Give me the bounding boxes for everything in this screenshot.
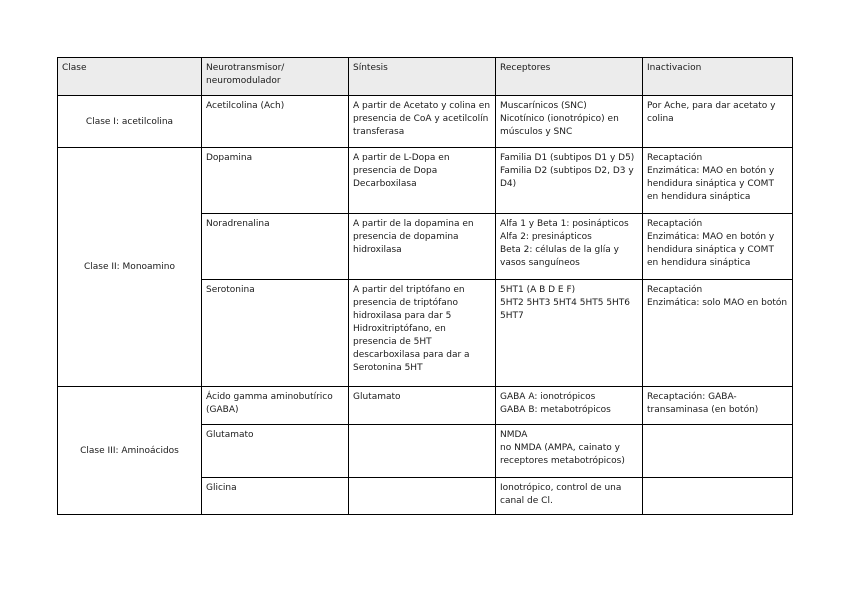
receptores-cell [496,478,643,515]
sintesis-cell: A partir de L-Dopa en presencia de Dopa Decarboxilasa [349,148,496,214]
sintesis-cell: Glutamato [349,387,496,425]
class-cell-1: Clase I: acetilcolina [58,96,202,148]
inactivacion-line: Recaptación [647,153,703,163]
inactivacion-line: Recaptación [647,219,703,229]
header-sintesis: Síntesis [349,58,496,96]
receptor-line: Alfa 2: presinápticos [500,232,592,242]
receptores-cell [496,425,643,478]
inactivacion-cell [643,425,793,478]
inactivacion-line: Recaptación [647,285,703,295]
table-row-gaba [58,387,793,425]
sintesis-cell: A partir de Acetato y colina en presencia de CoA y acetilcolín transferasa [349,96,496,148]
inactivacion-cell: Recaptación: GABA-transaminasa (en botón) [643,387,793,425]
inactivacion-cell [643,280,793,387]
receptor-line: Muscarínicos (SNC) [500,101,587,111]
receptores-cell [496,387,643,425]
sintesis-cell: A partir del triptófano en presencia de triptófano hidroxilasa para dar 5 Hidroxitriptófano, en presencia de 5HT descarboxilasa para dar a Serotonina 5HT [349,280,496,387]
header-clase: Clase [58,58,202,96]
inactivacion-line: Enzimática: MAO en botón y hendidura sináptica y COMT en hendidura sináptica [647,166,775,202]
class-cell-2: Clase II: Monoamino [58,148,202,387]
sintesis-cell [349,478,496,515]
receptor-line: no NMDA (AMPA, cainato y receptores metabotrópicos) [500,443,625,466]
sintesis-cell: A partir de la dopamina en presencia de dopamina hidroxilasa [349,214,496,280]
inactivacion-line: Enzimática: MAO en botón y hendidura sináptica y COMT en hendidura sináptica [647,232,775,268]
receptores-cell [496,148,643,214]
class-cell-3: Clase III: Aminoácidos [58,387,202,515]
receptores-cell [496,280,643,387]
receptor-line: GABA A: ionotrópicos [500,392,596,402]
inactivacion-cell [643,478,793,515]
neuro-cell: Dopamina [202,148,349,214]
neuro-cell: Noradrenalina [202,214,349,280]
header-receptores: Receptores [496,58,643,96]
sintesis-cell [349,425,496,478]
neuro-cell: Serotonina [202,280,349,387]
receptor-line: Beta 2: células de la glía y vasos sanguíneos [500,245,619,268]
receptor-line: Alfa 1 y Beta 1: posinápticos [500,219,629,229]
inactivacion-cell: Por Ache, para dar acetato y colina [643,96,793,148]
receptor-line: Ionotrópico, control de una canal de Cl. [500,483,622,506]
header-inactivacion: Inactivacion [643,58,793,96]
receptor-line: GABA B: metabotrópicos [500,405,611,415]
receptores-cell [496,214,643,280]
header-neurotransmisor: Neurotransmisor/ neuromodulador [202,58,349,96]
receptor-line: 5HT2 5HT3 5HT4 5HT5 5HT6 5HT7 [500,298,631,321]
header-row [58,58,793,96]
neurotransmitter-table [57,57,793,515]
neuro-cell: Acetilcolina (Ach) [202,96,349,148]
receptor-line: 5HT1 (A B D E F) [500,285,576,295]
neuro-cell: Ácido gamma aminobutírico (GABA) [202,387,349,425]
inactivacion-cell [643,214,793,280]
table-row-dopamina [58,148,793,214]
receptor-line: Familia D1 (subtipos D1 y D5) [500,153,635,163]
inactivacion-line: Enzimática: solo MAO en botón [647,298,788,308]
receptor-line: Familia D2 (subtipos D2, D3 y D4) [500,166,634,189]
neuro-cell: Glutamato [202,425,349,478]
inactivacion-cell [643,148,793,214]
receptor-line: Nicotínico (ionotrópico) en músculos y SNC [500,114,619,137]
table-row-acetilcolina [58,96,793,148]
neuro-cell: Glicina [202,478,349,515]
receptores-cell [496,96,643,148]
receptor-line: NMDA [500,430,528,440]
